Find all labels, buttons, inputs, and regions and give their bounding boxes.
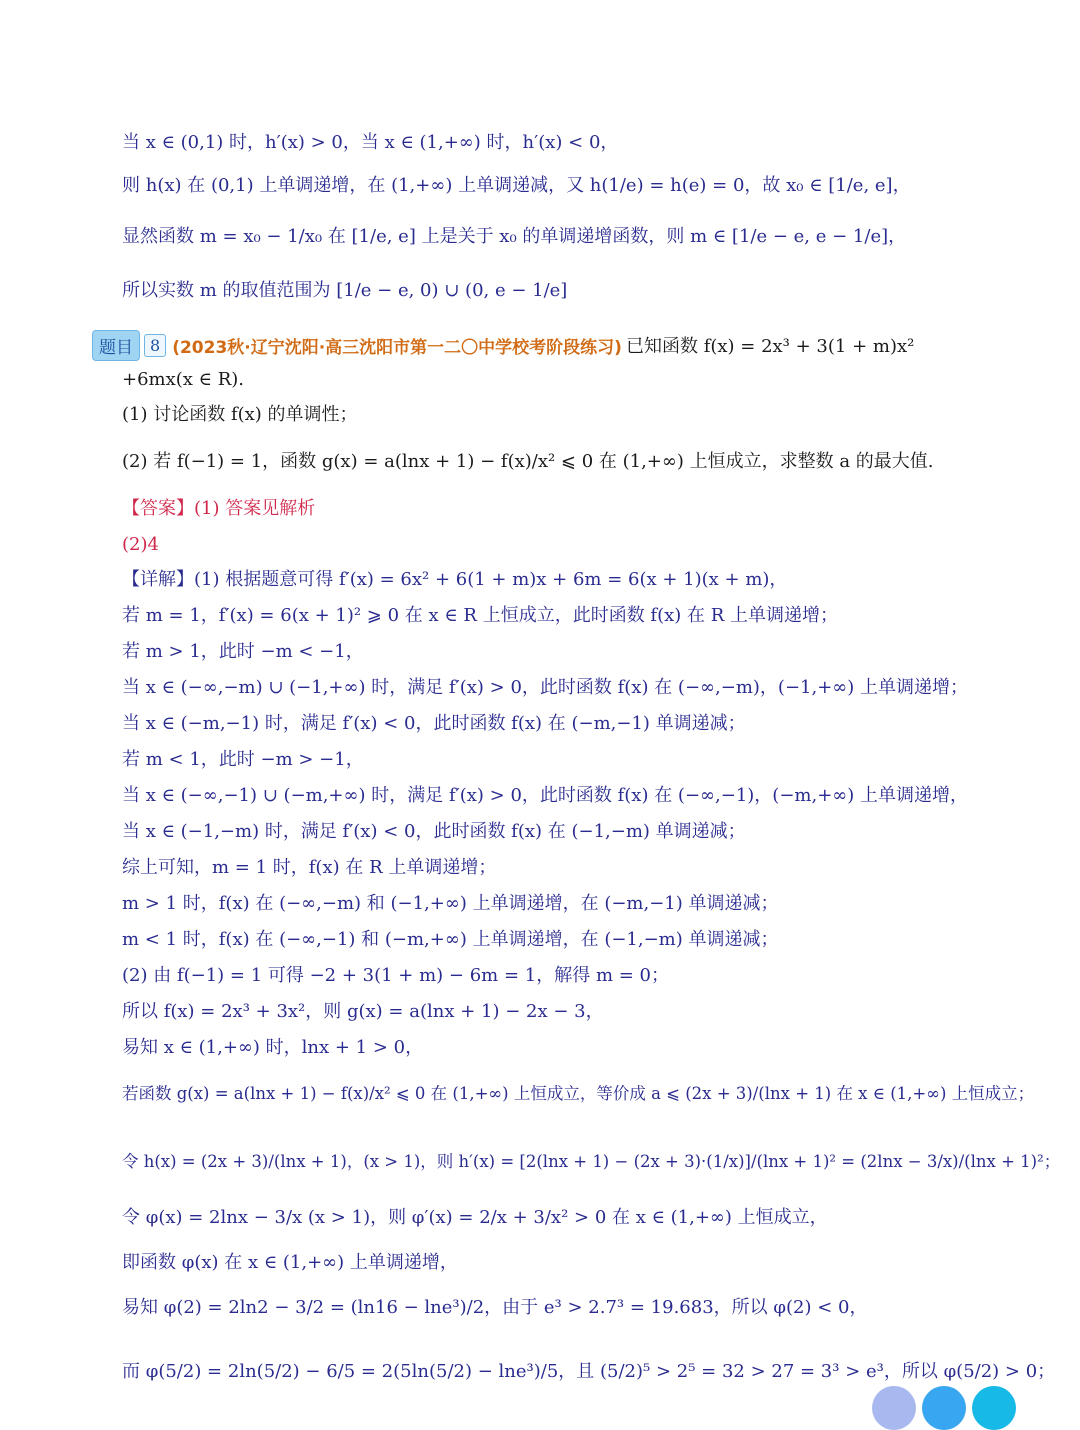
problem-stem-continued: +6mx(x ∈ R). [122, 369, 244, 390]
solution-line-2: 则 h(x) 在 (0,1) 上单调递增，在 (1,+∞) 上单调递减，又 h(1/e) = h(e) = 0，故 x₀ ∈ [1/e, e]， [122, 175, 911, 196]
detail-line-14: 易知 x ∈ (1,+∞) 时，lnx + 1 > 0， [122, 1037, 424, 1058]
detail-line-3: 若 m > 1，此时 −m < −1， [122, 641, 364, 662]
detail-line-5: 当 x ∈ (−m,−1) 时，满足 f′(x) < 0，此时函数 f(x) 在 (−m,−1) 单调递减； [122, 713, 746, 734]
detail-line-17: 令 φ(x) = 2lnx − 3/x (x > 1)，则 φ′(x) = 2/x + 3/x² > 0 在 x ∈ (1,+∞) 上恒成立， [122, 1207, 828, 1228]
detail-line-16: 令 h(x) = (2x + 3)/(lnx + 1)，(x > 1)，则 h′(x) = [2(lnx + 1) − (2x + 3)·(1/x)]/(lnx + 1)² = (2lnx − 3/x)/(lnx + 1)²； [122, 1152, 1061, 1171]
decor-bubble-3 [972, 1386, 1016, 1430]
detail-line-6: 若 m < 1，此时 −m > −1， [122, 749, 364, 770]
problem-number: 8 [144, 334, 166, 357]
detail-line-11: m < 1 时，f(x) 在 (−∞,−1) 和 (−m,+∞) 上单调递增，在 (−1,−m) 单调递减； [122, 929, 779, 950]
problem-tag: 题目 [92, 330, 140, 361]
solution-line-4: 所以实数 m 的取值范围为 [1/e − e, 0) ∪ (0, e − 1/e] [122, 280, 568, 301]
detail-text-1: (1) 根据题意可得 f′(x) = 6x² + 6(1 + m)x + 6m = 6(x + 1)(x + m)， [194, 569, 788, 590]
solution-line-3: 显然函数 m = x₀ − 1/x₀ 在 [1/e, e] 上是关于 x₀ 的单调递增函数，则 m ∈ [1/e − e, e − 1/e]， [122, 226, 907, 247]
detail-line-2: 若 m = 1，f′(x) = 6(x + 1)² ⩾ 0 在 x ∈ R 上恒成立，此时函数 f(x) 在 R 上单调递增； [122, 605, 838, 626]
detail-line-15: 若函数 g(x) = a(lnx + 1) − f(x)/x² ⩽ 0 在 (1,+∞) 上恒成立，等价成 a ⩽ (2x + 3)/(lnx + 1) 在 x ∈ (1,+∞) 上恒成立； [122, 1084, 1035, 1103]
question-2: (2) 若 f(−1) = 1，函数 g(x) = a(lnx + 1) − f(x)/x² ⩽ 0 在 (1,+∞) 上恒成立，求整数 a 的最大值. [122, 451, 934, 472]
decor-bubble-1 [872, 1386, 916, 1430]
problem-source: (2023秋·辽宁沈阳·高三沈阳市第一二〇中学校考阶段练习) [172, 337, 622, 358]
question-1: (1) 讨论函数 f(x) 的单调性； [122, 404, 358, 425]
detail-line-4: 当 x ∈ (−∞,−m) ∪ (−1,+∞) 时，满足 f′(x) > 0，此时函数 f(x) 在 (−∞,−m)，(−1,+∞) 上单调递增； [122, 677, 969, 698]
detail-line-18: 即函数 φ(x) 在 x ∈ (1,+∞) 上单调递增， [122, 1252, 458, 1273]
answer-part-1: (1) 答案见解析 [194, 498, 316, 519]
problem-stem: 已知函数 f(x) = 2x³ + 3(1 + m)x² [625, 336, 915, 357]
detail-line-7: 当 x ∈ (−∞,−1) ∪ (−m,+∞) 时，满足 f′(x) > 0，此时函数 f(x) 在 (−∞,−1)，(−m,+∞) 上单调递增， [122, 785, 969, 806]
detail-line-12: (2) 由 f(−1) = 1 可得 −2 + 3(1 + m) − 6m = 1，解得 m = 0； [122, 965, 669, 986]
detail-line-13: 所以 f(x) = 2x³ + 3x²，则 g(x) = a(lnx + 1) − 2x − 3， [122, 1001, 604, 1022]
detail-label: 【详解】 [122, 569, 194, 590]
detail-line-9: 综上可知，m = 1 时，f(x) 在 R 上单调递增； [122, 857, 497, 878]
detail-line-19: 易知 φ(2) = 2ln2 − 3/2 = (ln16 − lne³)/2，由于 e³ > 2.7³ = 19.683，所以 φ(2) < 0， [122, 1297, 868, 1318]
answer-label: 【答案】 [122, 498, 194, 519]
problem-header [92, 330, 914, 360]
detail-line-8: 当 x ∈ (−1,−m) 时，满足 f′(x) < 0，此时函数 f(x) 在 (−1,−m) 单调递减； [122, 821, 746, 842]
detail-line-20: 而 φ(5/2) = 2ln(5/2) − 6/5 = 2(5ln(5/2) − lne³)/5，且 (5/2)⁵ > 2⁵ = 32 > 27 = 3³ > e³，所以 φ(5/2) > 0； [122, 1361, 1056, 1382]
detail-line-1 [122, 568, 787, 592]
answer-line [122, 497, 315, 521]
solution-line-1: 当 x ∈ (0,1) 时，h′(x) > 0，当 x ∈ (1,+∞) 时，h′(x) < 0， [122, 132, 619, 153]
detail-line-10: m > 1 时，f(x) 在 (−∞,−m) 和 (−1,+∞) 上单调递增，在 (−m,−1) 单调递减； [122, 893, 779, 914]
answer-part-2: (2)4 [122, 534, 159, 555]
decor-bubble-2 [922, 1386, 966, 1430]
